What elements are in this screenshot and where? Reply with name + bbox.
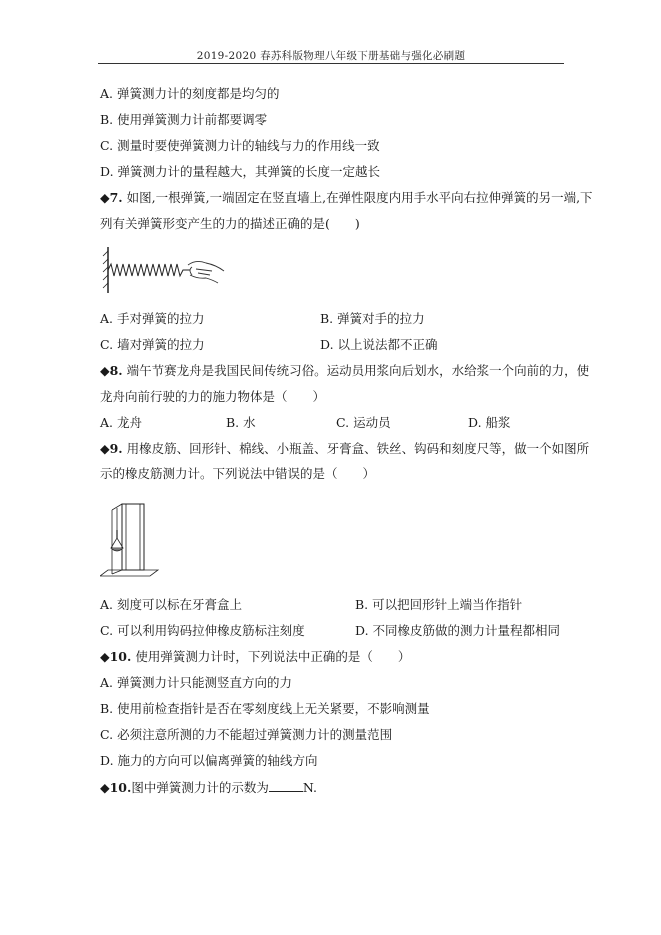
q8-option-b: B. 水 — [226, 415, 256, 430]
q7-option-b: B. 弹簧对手的拉力 — [320, 311, 425, 326]
q7-stem-line1 — [100, 190, 593, 206]
q8-text-1: 端午节赛龙舟是我国民间传统习俗。运动员用浆向后划水，水给浆一个向前的力，使 — [126, 363, 590, 378]
spring-wall-hand-figure — [100, 245, 230, 297]
q10b-number: ◆10. — [100, 780, 132, 795]
q10a-option-b: B. 使用前检查指针是否在零刻度线上无关紧要，不影响测量 — [100, 701, 430, 716]
q10b-text: 图中弹簧测力计的示数为 — [131, 780, 269, 795]
rubber-band-force-meter-figure — [100, 500, 160, 580]
answer-blank[interactable] — [269, 779, 303, 792]
q9-option-b: B. 可以把回形针上端当作指针 — [355, 597, 523, 612]
q6-option-c: C. 测量时要使弹簧测力计的轴线与力的作用线一致 — [100, 138, 380, 153]
q7-option-a: A. 手对弹簧的拉力 — [100, 311, 205, 326]
q9-stem-line1 — [100, 441, 589, 457]
q9-option-a: A. 刻度可以标在牙膏盒上 — [100, 597, 242, 612]
header-divider — [98, 63, 564, 64]
q10b-stem — [100, 779, 317, 796]
q9-number: ◆9. — [100, 441, 123, 456]
q10a-option-c: C. 必须注意所测的力不能超过弹簧测力计的测量范围 — [100, 727, 393, 742]
q6-option-a: A. 弹簧测力计的刻度都是均匀的 — [100, 86, 280, 101]
q8-stem-line2: 龙舟向前行驶的力的施力物体是（ ） — [100, 389, 326, 404]
q7-option-d: D. 以上说法都不正确 — [320, 337, 438, 352]
q10a-number: ◆10. — [100, 649, 132, 664]
q6-option-b: B. 使用弹簧测力计前都要调零 — [100, 112, 268, 127]
q7-stem-line2: 列有关弹簧形变产生的力的描述正确的是( ) — [100, 216, 360, 231]
page-header: 2019-2020 春苏科版物理八年级下册基础与强化必刷题 — [196, 50, 466, 62]
q10a-stem — [100, 649, 410, 665]
q8-number: ◆8. — [100, 363, 123, 378]
q9-option-d: D. 不同橡皮筋做的测力计量程都相同 — [355, 623, 561, 638]
q8-stem-line1 — [100, 363, 589, 379]
q8-option-a: A. 龙舟 — [100, 415, 142, 430]
q8-option-d: D. 船浆 — [468, 415, 511, 430]
q8-option-c: C. 运动员 — [336, 415, 391, 430]
q10a-option-a: A. 弹簧测力计只能测竖直方向的力 — [100, 675, 292, 690]
q10a-option-d: D. 施力的方向可以偏离弹簧的轴线方向 — [100, 753, 318, 768]
q7-option-c: C. 墙对弹簧的拉力 — [100, 337, 205, 352]
q10a-text: 使用弹簧测力计时，下列说法中正确的是（ ） — [135, 649, 411, 664]
q6-option-d: D. 弹簧测力计的量程越大，其弹簧的长度一定越长 — [100, 164, 381, 179]
q9-stem-line2: 示的橡皮筋测力计。下列说法中错误的是（ ） — [100, 466, 376, 481]
q7-text-1: 如图,一根弹簧,一端固定在竖直墙上,在弹性限度内用手水平向右拉伸弹簧的另一端,下 — [126, 190, 593, 205]
q7-number: ◆7. — [100, 190, 123, 205]
q9-text-1: 用橡皮筋、回形针、棉线、小瓶盖、牙膏盒、铁丝、钩码和刻度尺等，做一个如图所 — [126, 441, 590, 456]
q10b-unit: N. — [302, 780, 318, 795]
q9-option-c: C. 可以利用钩码拉伸橡皮筋标注刻度 — [100, 623, 305, 638]
